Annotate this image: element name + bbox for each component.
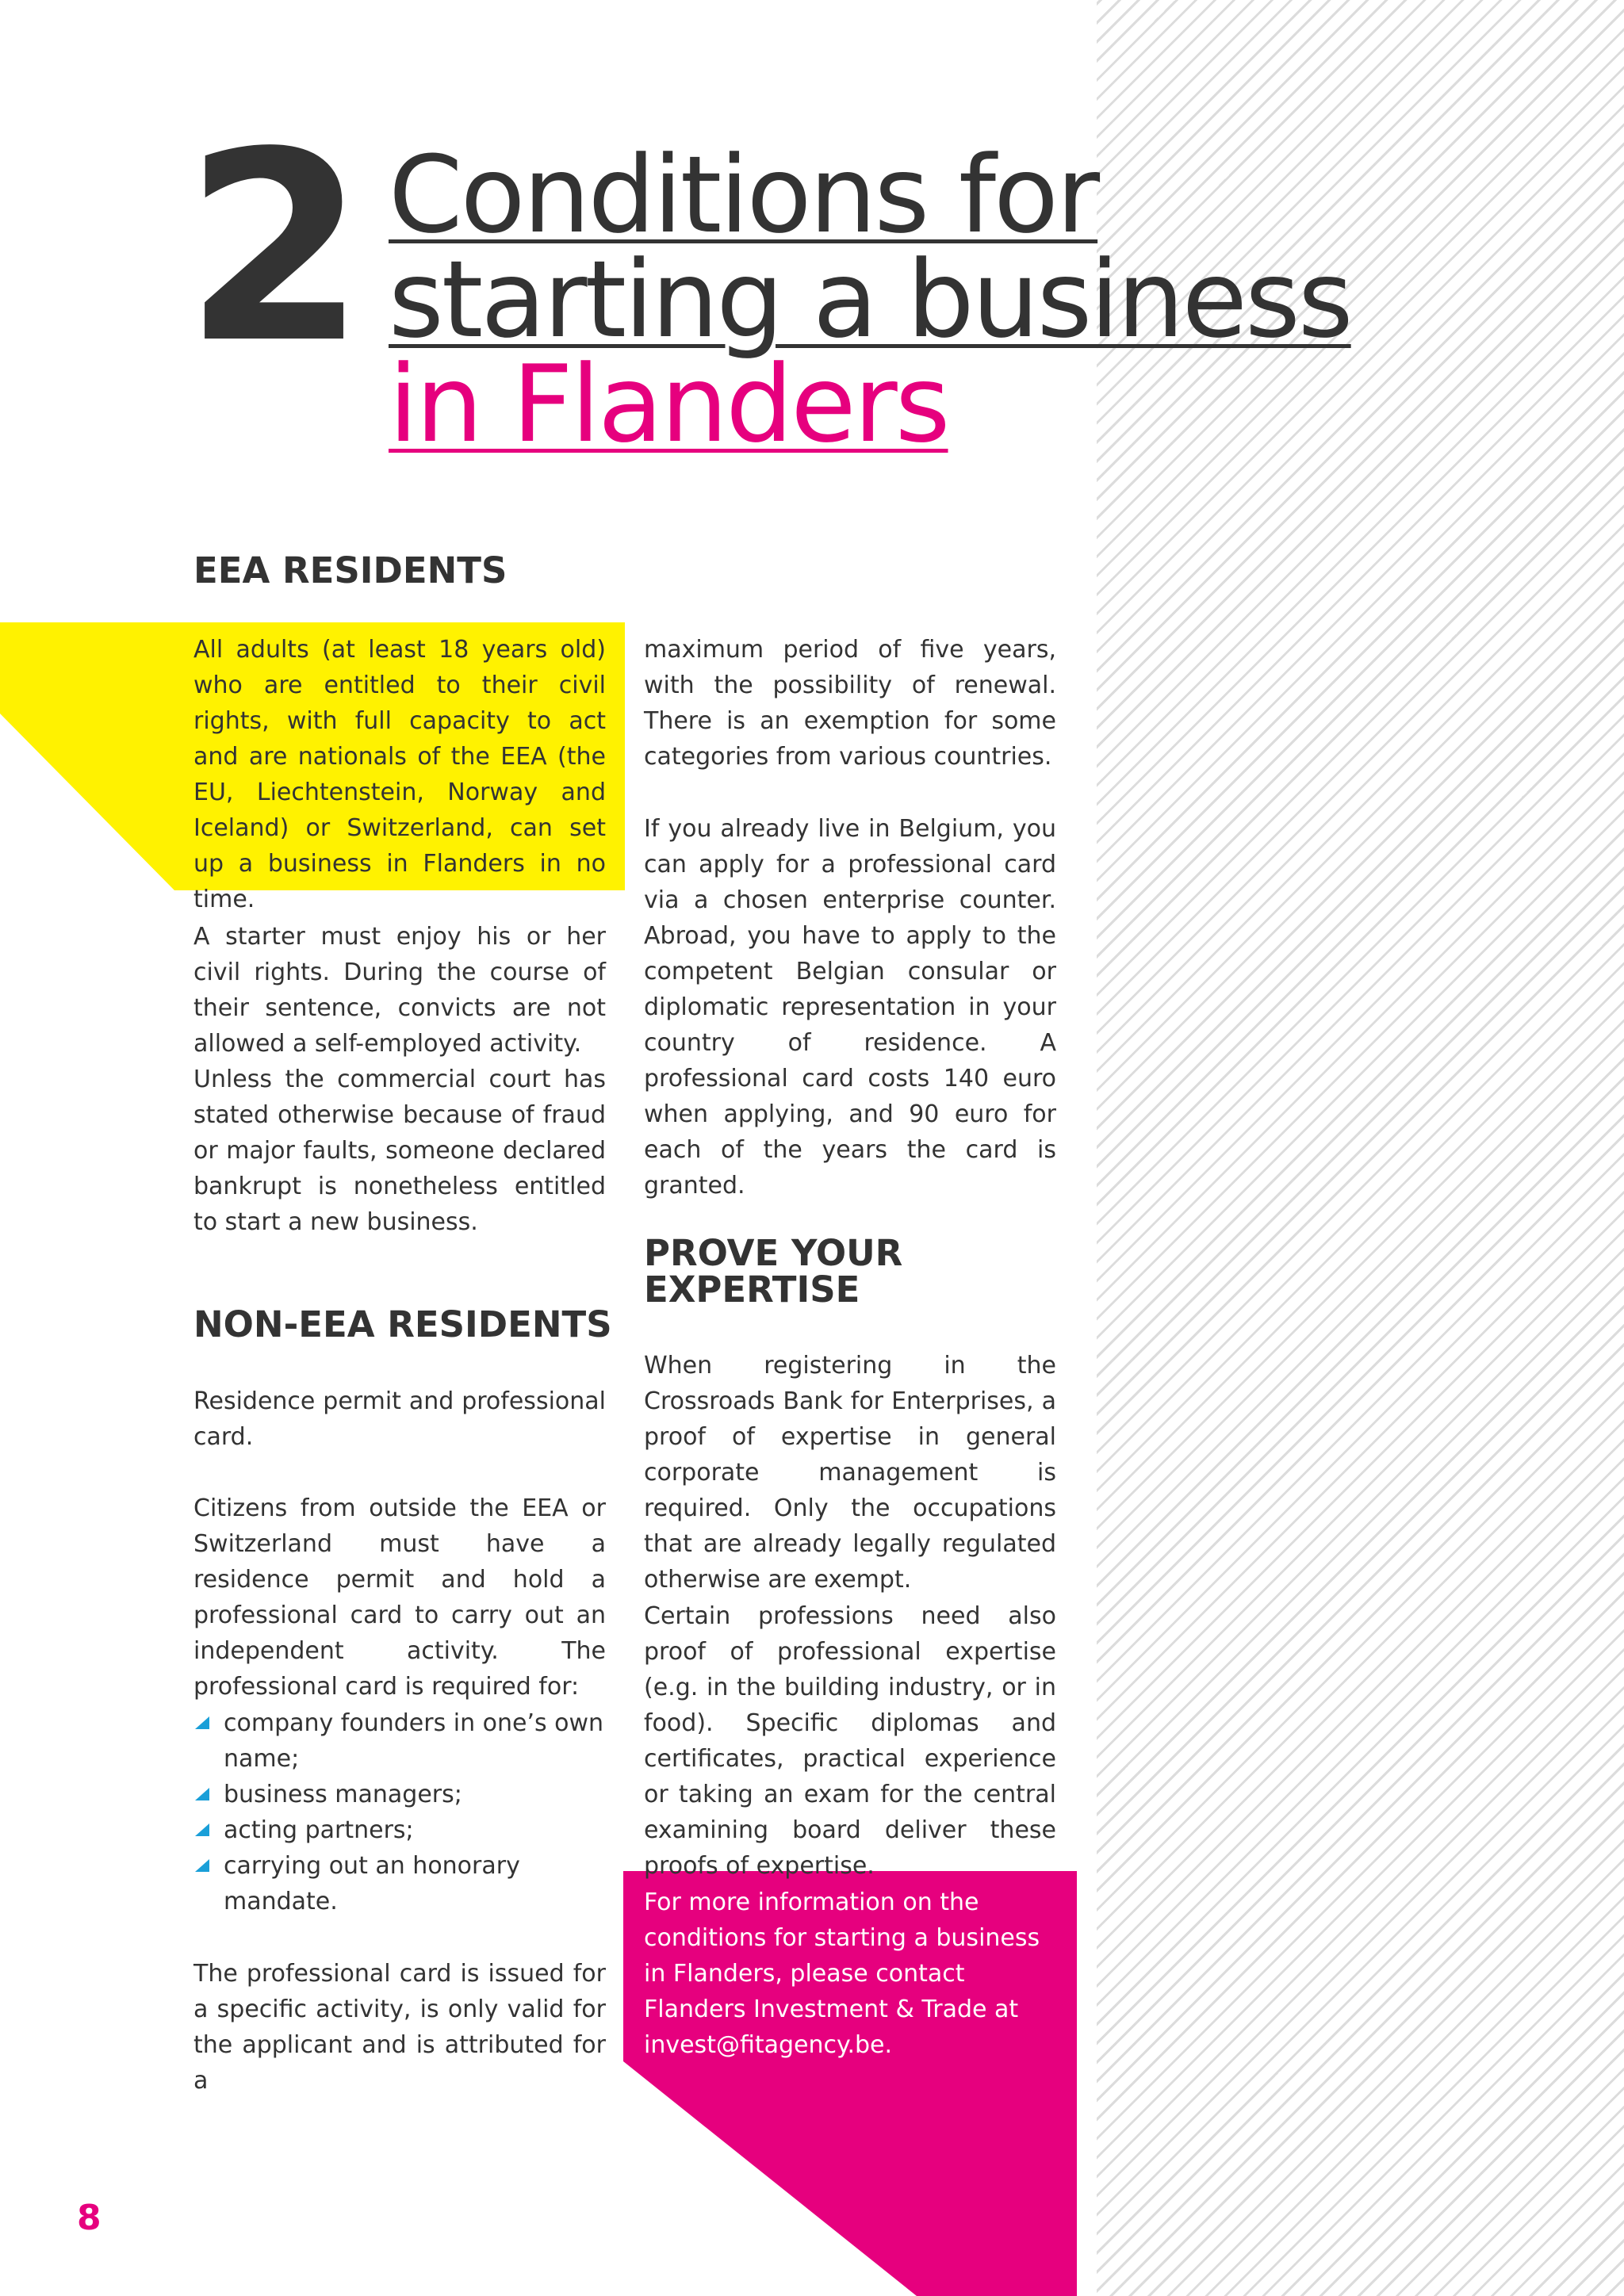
chapter-number: 2 — [184, 96, 349, 400]
right-paragraph-1: maximum period of five years, with the possibility of renewal. There is an exemption for some categories from various countries. — [644, 636, 1056, 771]
professional-card-list — [193, 1705, 606, 1919]
chapter-title — [389, 133, 1351, 466]
non-eea-paragraph-2: Citizens from outside the EEA or Switzerland must have a residence permit and hold a professional card to carry out an independent activity. The professional card is required for: — [193, 1494, 606, 1701]
triangle-bullet-icon — [195, 1823, 209, 1836]
page-number: 8 — [77, 2198, 102, 2238]
right-paragraph-2: If you already live in Belgium, you can apply for a professional card via a chosen enterprise counter. Abroad, you have to apply to the competent Belgian consular or diplomatic representation in your country of residence. A professional card costs 140 euro when applying, and 90 euro for each of the years the card is granted. — [644, 815, 1056, 1200]
non-eea-residents-heading: NON-EEA RESIDENTS — [193, 1303, 612, 1345]
list-item: carrying out an honorary mandate. — [193, 1848, 606, 1919]
list-item: acting partners; — [193, 1812, 606, 1848]
list-item: company founders in one’s own name; — [193, 1705, 606, 1777]
info-box-text — [644, 1885, 1064, 2063]
triangle-bullet-icon — [195, 1788, 209, 1800]
heading-line: EXPERTISE — [644, 1269, 860, 1311]
info-line: For more information on the — [644, 1888, 979, 1916]
expertise-paragraph-2: Certain professions need also proof of professional expertise (e.g. in the building industry, or in food). Specific diplomas and certificates, practical experience or taking an exam for the central examining board deliver these proofs of expertise. — [644, 1602, 1056, 1880]
title-line-highlight: in Flanders — [389, 342, 948, 466]
info-line: in Flanders, please contact — [644, 1960, 965, 1988]
eea-highlight-text: All adults (at least 18 years old) who are entitled to their civil rights, with full capacity to act and are nationals of the EEA (the EU, Liechtenstein, Norway and Iceland) or Switzerland, can set up a business in Flanders in no time. — [193, 636, 606, 913]
title-line-1: Conditions for — [389, 133, 1098, 257]
non-eea-paragraph-3: The professional card is issued for a specific activity, is only valid for the applicant and is attributed for a — [193, 1960, 606, 2095]
prove-expertise-heading — [644, 1232, 903, 1311]
heading-line: PROVE YOUR — [644, 1232, 903, 1274]
info-line: Flanders Investment & Trade at — [644, 1996, 1019, 2023]
non-eea-paragraph-1: Residence permit and professional card. — [193, 1387, 606, 1451]
eea-paragraph-2: Unless the commercial court has stated otherwise because of fraud or major faults, someone declared bankrupt is nonetheless entitled to start a new business. — [193, 1066, 606, 1236]
info-line: conditions for starting a business — [644, 1924, 1040, 1952]
list-item: business managers; — [193, 1777, 606, 1812]
triangle-bullet-icon — [195, 1859, 209, 1872]
expertise-paragraph-1: When registering in the Crossroads Bank for Enterprises, a proof of expertise in general corporate management is required. Only the occupations that are already legally regulated otherwise are exempt. — [644, 1352, 1056, 1594]
eea-residents-heading: EEA RESIDENTS — [193, 549, 508, 591]
eea-paragraph-1: A starter must enjoy his or her civil rights. During the course of their sentence, convicts are not allowed a self-employed activity. — [193, 923, 606, 1058]
title-line-2: starting a business — [389, 238, 1351, 362]
triangle-bullet-icon — [195, 1716, 209, 1729]
contact-email-link[interactable]: invest@fitagency.be. — [644, 2031, 893, 2059]
